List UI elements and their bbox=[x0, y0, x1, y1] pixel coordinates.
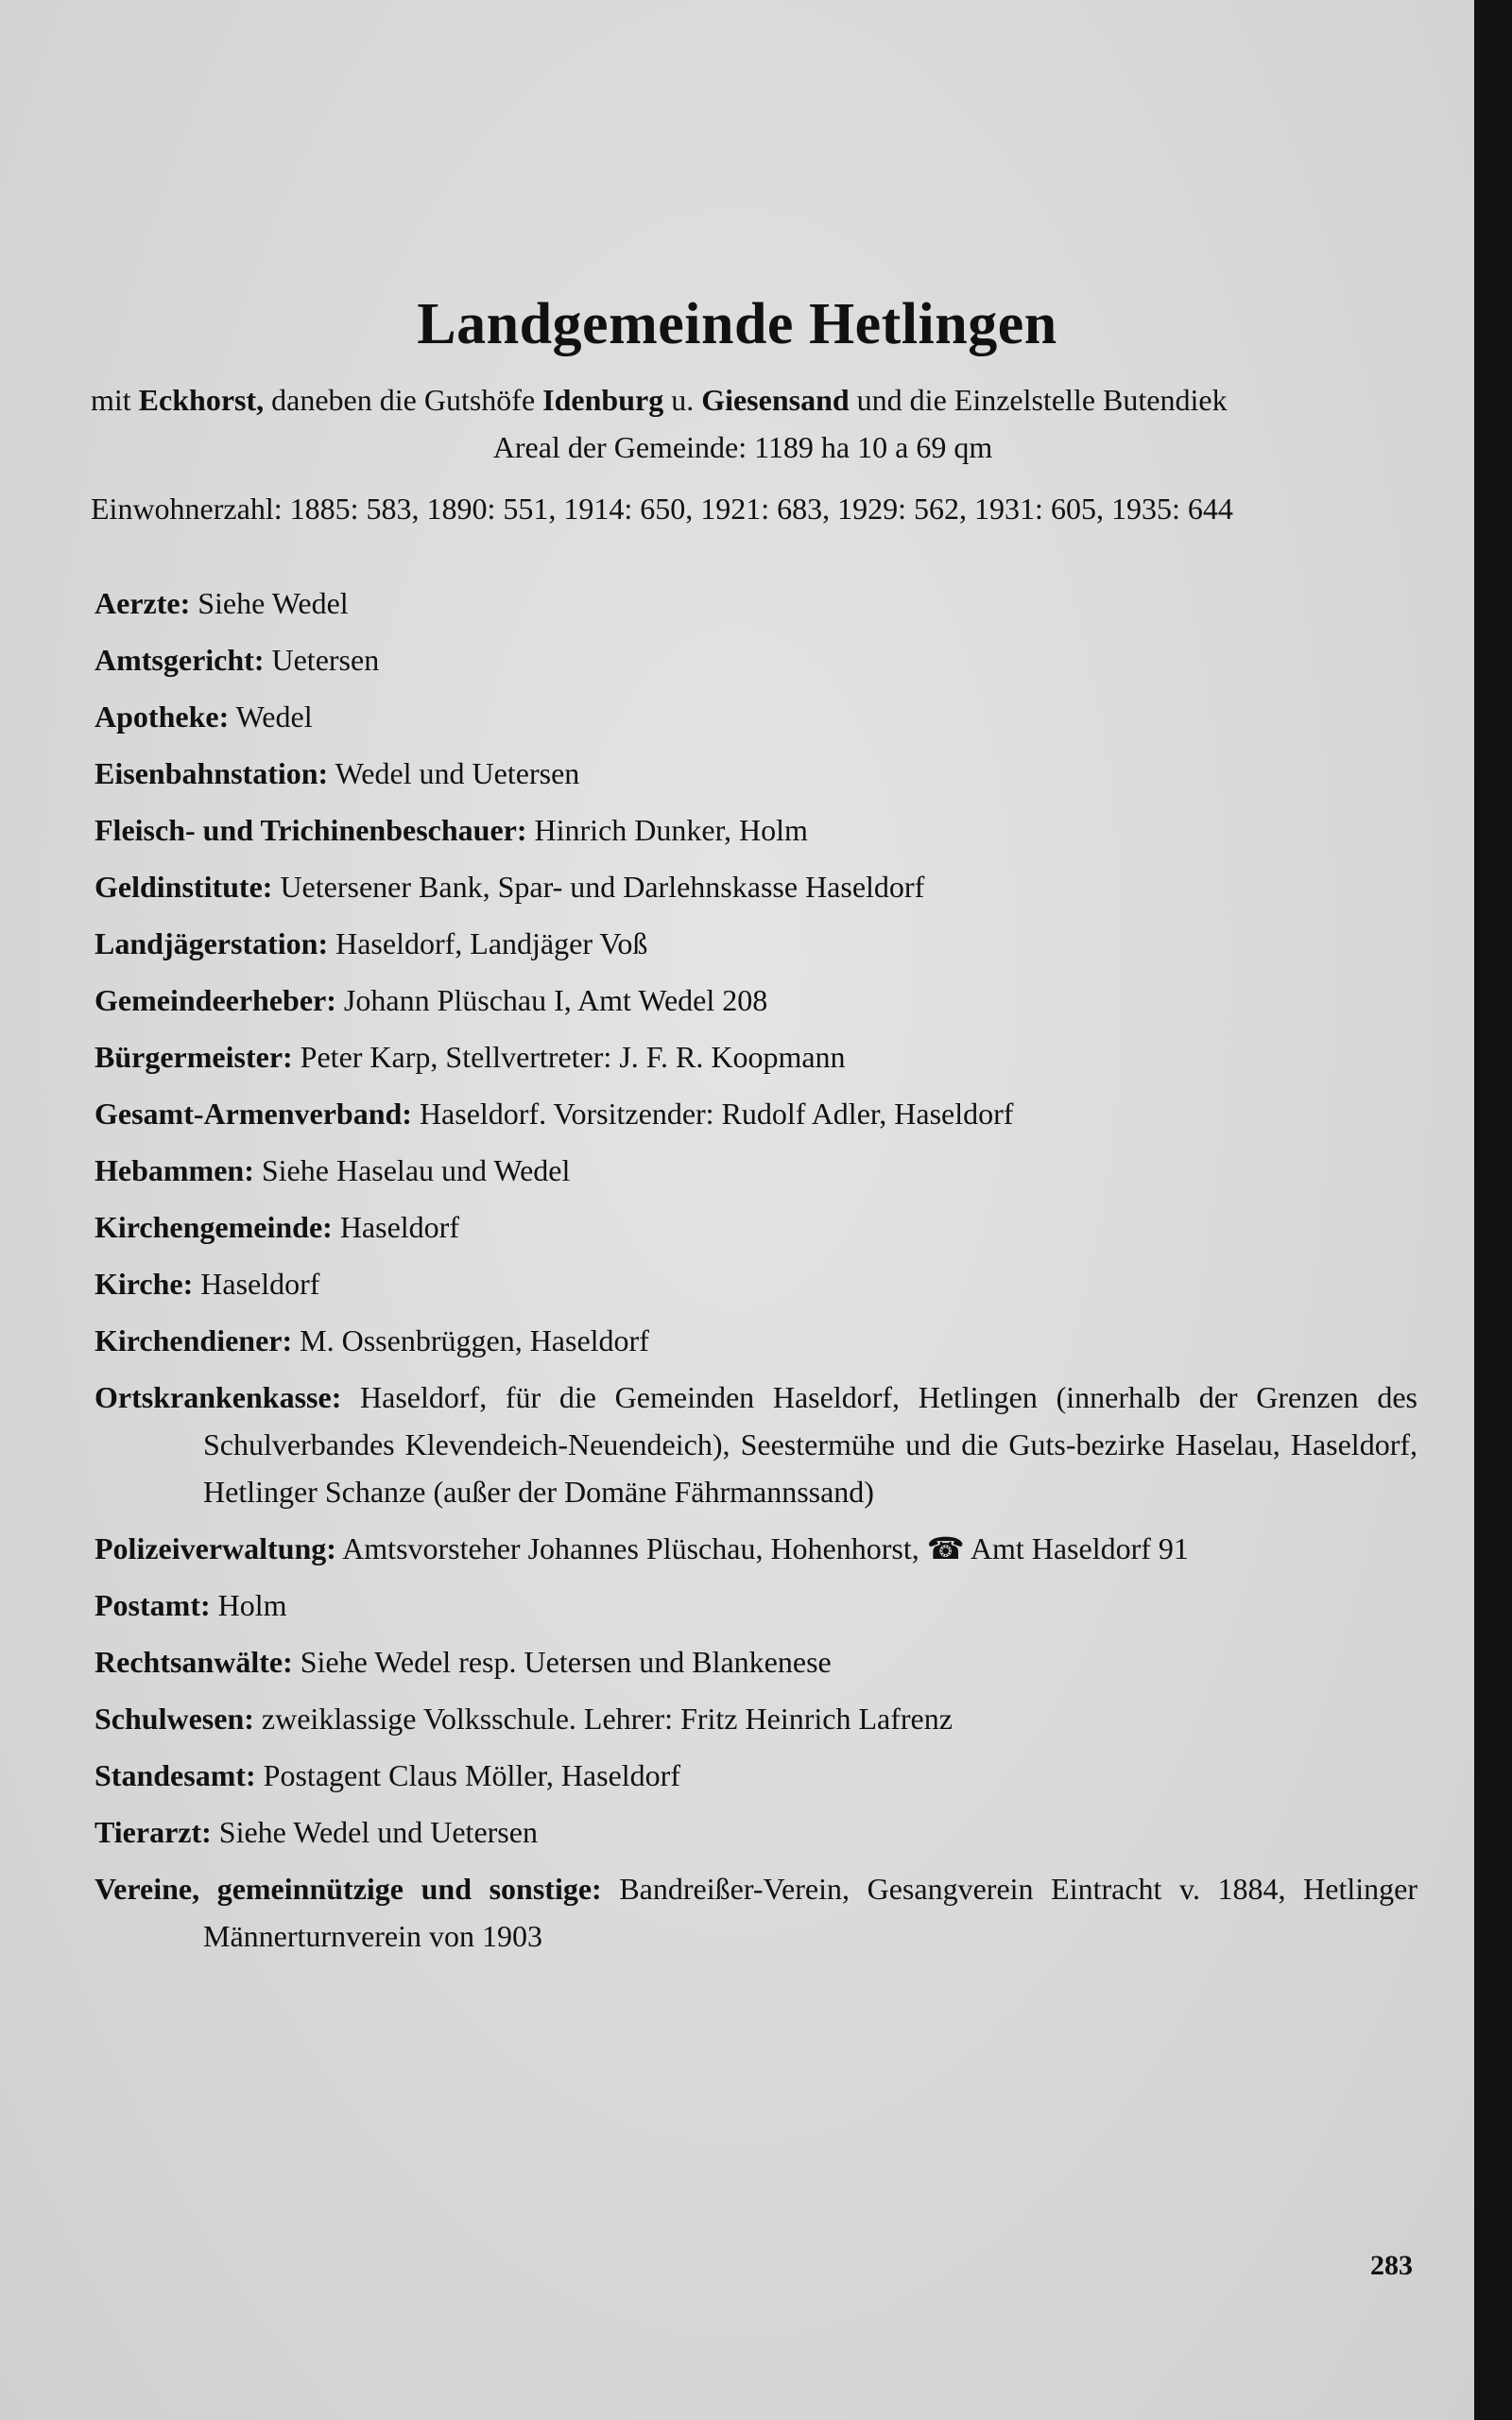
entry-label: Bürgermeister: bbox=[94, 1040, 293, 1074]
subtitle-middle: daneben die Gutshöfe bbox=[264, 383, 543, 417]
entry-label: Tierarzt: bbox=[94, 1815, 212, 1849]
entry-label: Amtsgericht: bbox=[94, 643, 265, 677]
entry-text: Siehe Haselau und Wedel bbox=[253, 1153, 571, 1187]
entry-item bbox=[94, 1199, 1418, 1255]
entry-text: Siehe Wedel und Uetersen bbox=[211, 1815, 538, 1849]
entry-item bbox=[94, 802, 1418, 858]
entry-text: Siehe Wedel resp. Uetersen und Blankenese bbox=[292, 1645, 832, 1679]
subtitle-suffix: und die Einzelstelle Butendiek bbox=[849, 383, 1228, 417]
entry-item bbox=[94, 1142, 1418, 1199]
entry-item bbox=[94, 631, 1418, 688]
entry-text: Haseldorf bbox=[193, 1267, 320, 1301]
entry-label: Geldinstitute: bbox=[94, 870, 273, 904]
area-line: Areal der Gemeinde: 1189 ha 10 a 69 qm bbox=[492, 430, 993, 464]
entry-item bbox=[94, 1085, 1418, 1142]
entry-label: Landjägerstation: bbox=[94, 926, 329, 960]
entry-list bbox=[94, 575, 1418, 1964]
entry-label: Ortskrankenkasse: bbox=[94, 1380, 342, 1414]
entry-text: Amtsvorsteher Johannes Plüschau, Hohenhorst, ☎ Amt Haseldorf 91 bbox=[335, 1531, 1189, 1565]
subtitle-place-giesensand: Giesensand bbox=[701, 383, 850, 417]
entry-item bbox=[94, 972, 1418, 1028]
subtitle-place-eckhorst: Eckhorst, bbox=[138, 383, 265, 417]
entry-text: M. Ossenbrüggen, Haseldorf bbox=[292, 1323, 649, 1357]
entry-text: Siehe Wedel bbox=[190, 586, 349, 620]
entry-label: Kirchengemeinde: bbox=[94, 1210, 333, 1244]
entry-label: Apotheke: bbox=[94, 700, 230, 734]
entry-item bbox=[94, 1369, 1418, 1520]
entry-item bbox=[94, 1860, 1418, 1964]
entry-label: Gemeindeerheber: bbox=[94, 983, 336, 1017]
subtitle-line bbox=[91, 383, 1395, 418]
entry-item bbox=[94, 1520, 1418, 1577]
entry-label: Hebammen: bbox=[94, 1153, 254, 1187]
entry-item bbox=[94, 1577, 1418, 1634]
entry-text: Bandreißer-Verein, Gesangverein Eintracht v. 1884, Hetlinger Männerturnverein von 1903 bbox=[203, 1872, 1418, 1953]
entry-label: Polizeiverwaltung: bbox=[94, 1531, 336, 1565]
entry-text: Haseldorf bbox=[332, 1210, 459, 1244]
entry-text: Holm bbox=[210, 1588, 287, 1622]
entry-text: Uetersen bbox=[264, 643, 380, 677]
entry-item bbox=[94, 858, 1418, 915]
entry-label: Schulwesen: bbox=[94, 1702, 254, 1736]
page-number: 283 bbox=[1370, 2250, 1413, 2281]
entry-item bbox=[94, 745, 1418, 802]
entry-text: Peter Karp, Stellvertreter: J. F. R. Koopmann bbox=[292, 1040, 846, 1074]
entry-text: Uetersener Bank, Spar- und Darlehnskasse Haseldorf bbox=[272, 870, 925, 904]
entry-item bbox=[94, 688, 1418, 745]
entry-text: zweiklassige Volksschule. Lehrer: Fritz Heinrich Lafrenz bbox=[253, 1702, 953, 1736]
entry-text: Wedel bbox=[229, 700, 313, 734]
subtitle-conjunction: u. bbox=[663, 383, 702, 417]
entry-item bbox=[94, 1028, 1418, 1085]
entry-item bbox=[94, 1312, 1418, 1369]
entry-label: Kirchendiener: bbox=[94, 1323, 293, 1357]
entry-item bbox=[94, 1634, 1418, 1690]
entry-text: Haseldorf, Landjäger Voß bbox=[328, 926, 648, 960]
entry-label: Aerzte: bbox=[94, 586, 191, 620]
entry-text: Wedel und Uetersen bbox=[328, 756, 580, 790]
entry-text: Haseldorf, für die Gemeinden Haseldorf, Hetlingen (innerhalb der Grenzen des Schulverbandes Klevendeich-Neuendeich), Seestermühe und die Guts-bezirke Haselau, Haseldorf, Hetlinger Schanze (außer der Domäne Fährmannssand) bbox=[203, 1380, 1418, 1509]
entry-item bbox=[94, 1747, 1418, 1804]
population-line: Einwohnerzahl: 1885: 583, 1890: 551, 1914: 650, 1921: 683, 1929: 562, 1931: 605, 1935: 644 bbox=[91, 492, 1233, 526]
subtitle-prefix: mit bbox=[91, 383, 139, 417]
entry-label: Rechtsanwälte: bbox=[94, 1645, 293, 1679]
page-edge-shadow bbox=[1474, 0, 1512, 2420]
entry-text: Johann Plüschau I, Amt Wedel 208 bbox=[335, 983, 768, 1017]
entry-item bbox=[94, 1255, 1418, 1312]
entry-label: Standesamt: bbox=[94, 1758, 256, 1792]
entry-text: Haseldorf. Vorsitzender: Rudolf Adler, Haseldorf bbox=[411, 1097, 1014, 1131]
subtitle-place-idenburg: Idenburg bbox=[542, 383, 664, 417]
entry-label: Kirche: bbox=[94, 1267, 194, 1301]
entry-label: Eisenbahnstation: bbox=[94, 756, 329, 790]
entry-item bbox=[94, 575, 1418, 631]
entry-label: Postamt: bbox=[94, 1588, 211, 1622]
entry-label: Vereine, gemeinnützige und sonstige: bbox=[94, 1872, 602, 1906]
entry-text: Hinrich Dunker, Holm bbox=[526, 813, 808, 847]
entry-item bbox=[94, 915, 1418, 972]
entry-label: Fleisch- und Trichinenbeschauer: bbox=[94, 813, 527, 847]
entry-label: Gesamt-Armenverband: bbox=[94, 1097, 412, 1131]
page-title: Landgemeinde Hetlingen bbox=[417, 292, 1057, 356]
entry-item bbox=[94, 1690, 1418, 1747]
entry-item bbox=[94, 1804, 1418, 1860]
entry-text: Postagent Claus Möller, Haseldorf bbox=[255, 1758, 680, 1792]
